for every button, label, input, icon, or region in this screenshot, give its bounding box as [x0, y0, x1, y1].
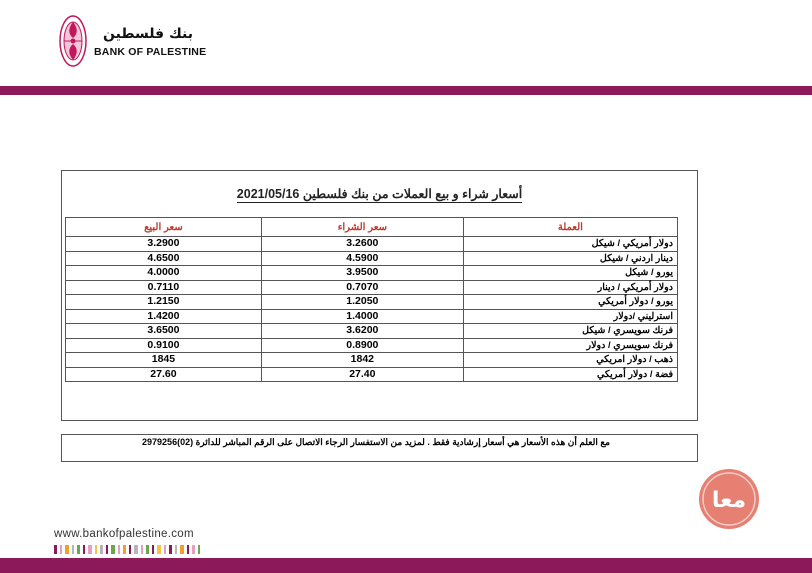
website-link[interactable]: www.bankofpalestine.com — [54, 528, 194, 540]
table-row — [66, 237, 678, 252]
buy-rate-cell: 1842 — [261, 353, 463, 368]
decorative-color-stripes — [54, 545, 204, 554]
buy-rate-cell: 1.4000 — [261, 309, 463, 324]
table-row — [66, 266, 678, 281]
sell-rate-cell: 1.2150 — [66, 295, 262, 310]
currency-cell: يورو / دولار أمريكي — [463, 295, 677, 310]
currency-cell: استرليني /دولار — [463, 309, 677, 324]
currency-cell: ذهب / دولار امريكي — [463, 353, 677, 368]
currency-cell: فرنك سويسري / دولار — [463, 338, 677, 353]
bank-of-palestine-emblem-icon — [58, 14, 88, 68]
bank-logo[interactable] — [58, 14, 218, 74]
bank-name-arabic: بنك فلسطين — [103, 26, 193, 42]
currency-cell: فضة / دولار أمريكي — [463, 367, 677, 382]
buy-rate-cell: 3.6200 — [261, 324, 463, 339]
currency-cell: دولار أمريكي / شيكل — [463, 237, 677, 252]
table-row — [66, 280, 678, 295]
table-row — [66, 251, 678, 266]
table-row — [66, 367, 678, 382]
currency-cell: دينار اردني / شيكل — [463, 251, 677, 266]
exchange-rates-table — [65, 217, 678, 382]
currency-cell: فرنك سويسري / شيكل — [463, 324, 677, 339]
disclaimer-note: مع العلم أن هذه الأسعار هي أسعار إرشادية فقط . لمزيد من الاستفسار الرجاء الاتصال على الرقم المباشر للدائرة (02)2979256 — [142, 437, 610, 447]
currency-cell: دولار أمريكي / دينار — [463, 280, 677, 295]
table-row — [66, 353, 678, 368]
buy-rate-cell: 0.8900 — [261, 338, 463, 353]
header-sell: سعر البيع — [66, 218, 262, 237]
buy-rate-cell: 27.40 — [261, 367, 463, 382]
document-title-text: أسعار شراء و بيع العملات من بنك فلسطين 2021/05/16 — [236, 187, 523, 201]
table-row — [66, 309, 678, 324]
header-brand-bar — [0, 86, 812, 95]
sell-rate-cell: 0.9100 — [66, 338, 262, 353]
sell-rate-cell: 1845 — [66, 353, 262, 368]
buy-rate-cell: 4.5900 — [261, 251, 463, 266]
table-row — [66, 295, 678, 310]
buy-rate-cell: 1.2050 — [261, 295, 463, 310]
maan-watermark-icon — [696, 466, 762, 532]
buy-rate-cell: 0.7070 — [261, 280, 463, 295]
document-title — [61, 186, 698, 201]
table-row — [66, 338, 678, 353]
currency-cell: يورو / شيكل — [463, 266, 677, 281]
bank-name-english: BANK OF PALESTINE — [94, 46, 207, 58]
header-currency: العملة — [463, 218, 677, 237]
sell-rate-cell: 0.7110 — [66, 280, 262, 295]
header-buy: سعر الشراء — [261, 218, 463, 237]
table-header-row — [66, 218, 678, 237]
buy-rate-cell: 3.9500 — [261, 266, 463, 281]
sell-rate-cell: 4.6500 — [66, 251, 262, 266]
sell-rate-cell: 3.2900 — [66, 237, 262, 252]
buy-rate-cell: 3.2600 — [261, 237, 463, 252]
table-row — [66, 324, 678, 339]
sell-rate-cell: 27.60 — [66, 367, 262, 382]
watermark-text: معا — [711, 488, 747, 513]
sell-rate-cell: 1.4200 — [66, 309, 262, 324]
sell-rate-cell: 4.0000 — [66, 266, 262, 281]
sell-rate-cell: 3.6500 — [66, 324, 262, 339]
footer-brand-bar — [0, 558, 812, 573]
